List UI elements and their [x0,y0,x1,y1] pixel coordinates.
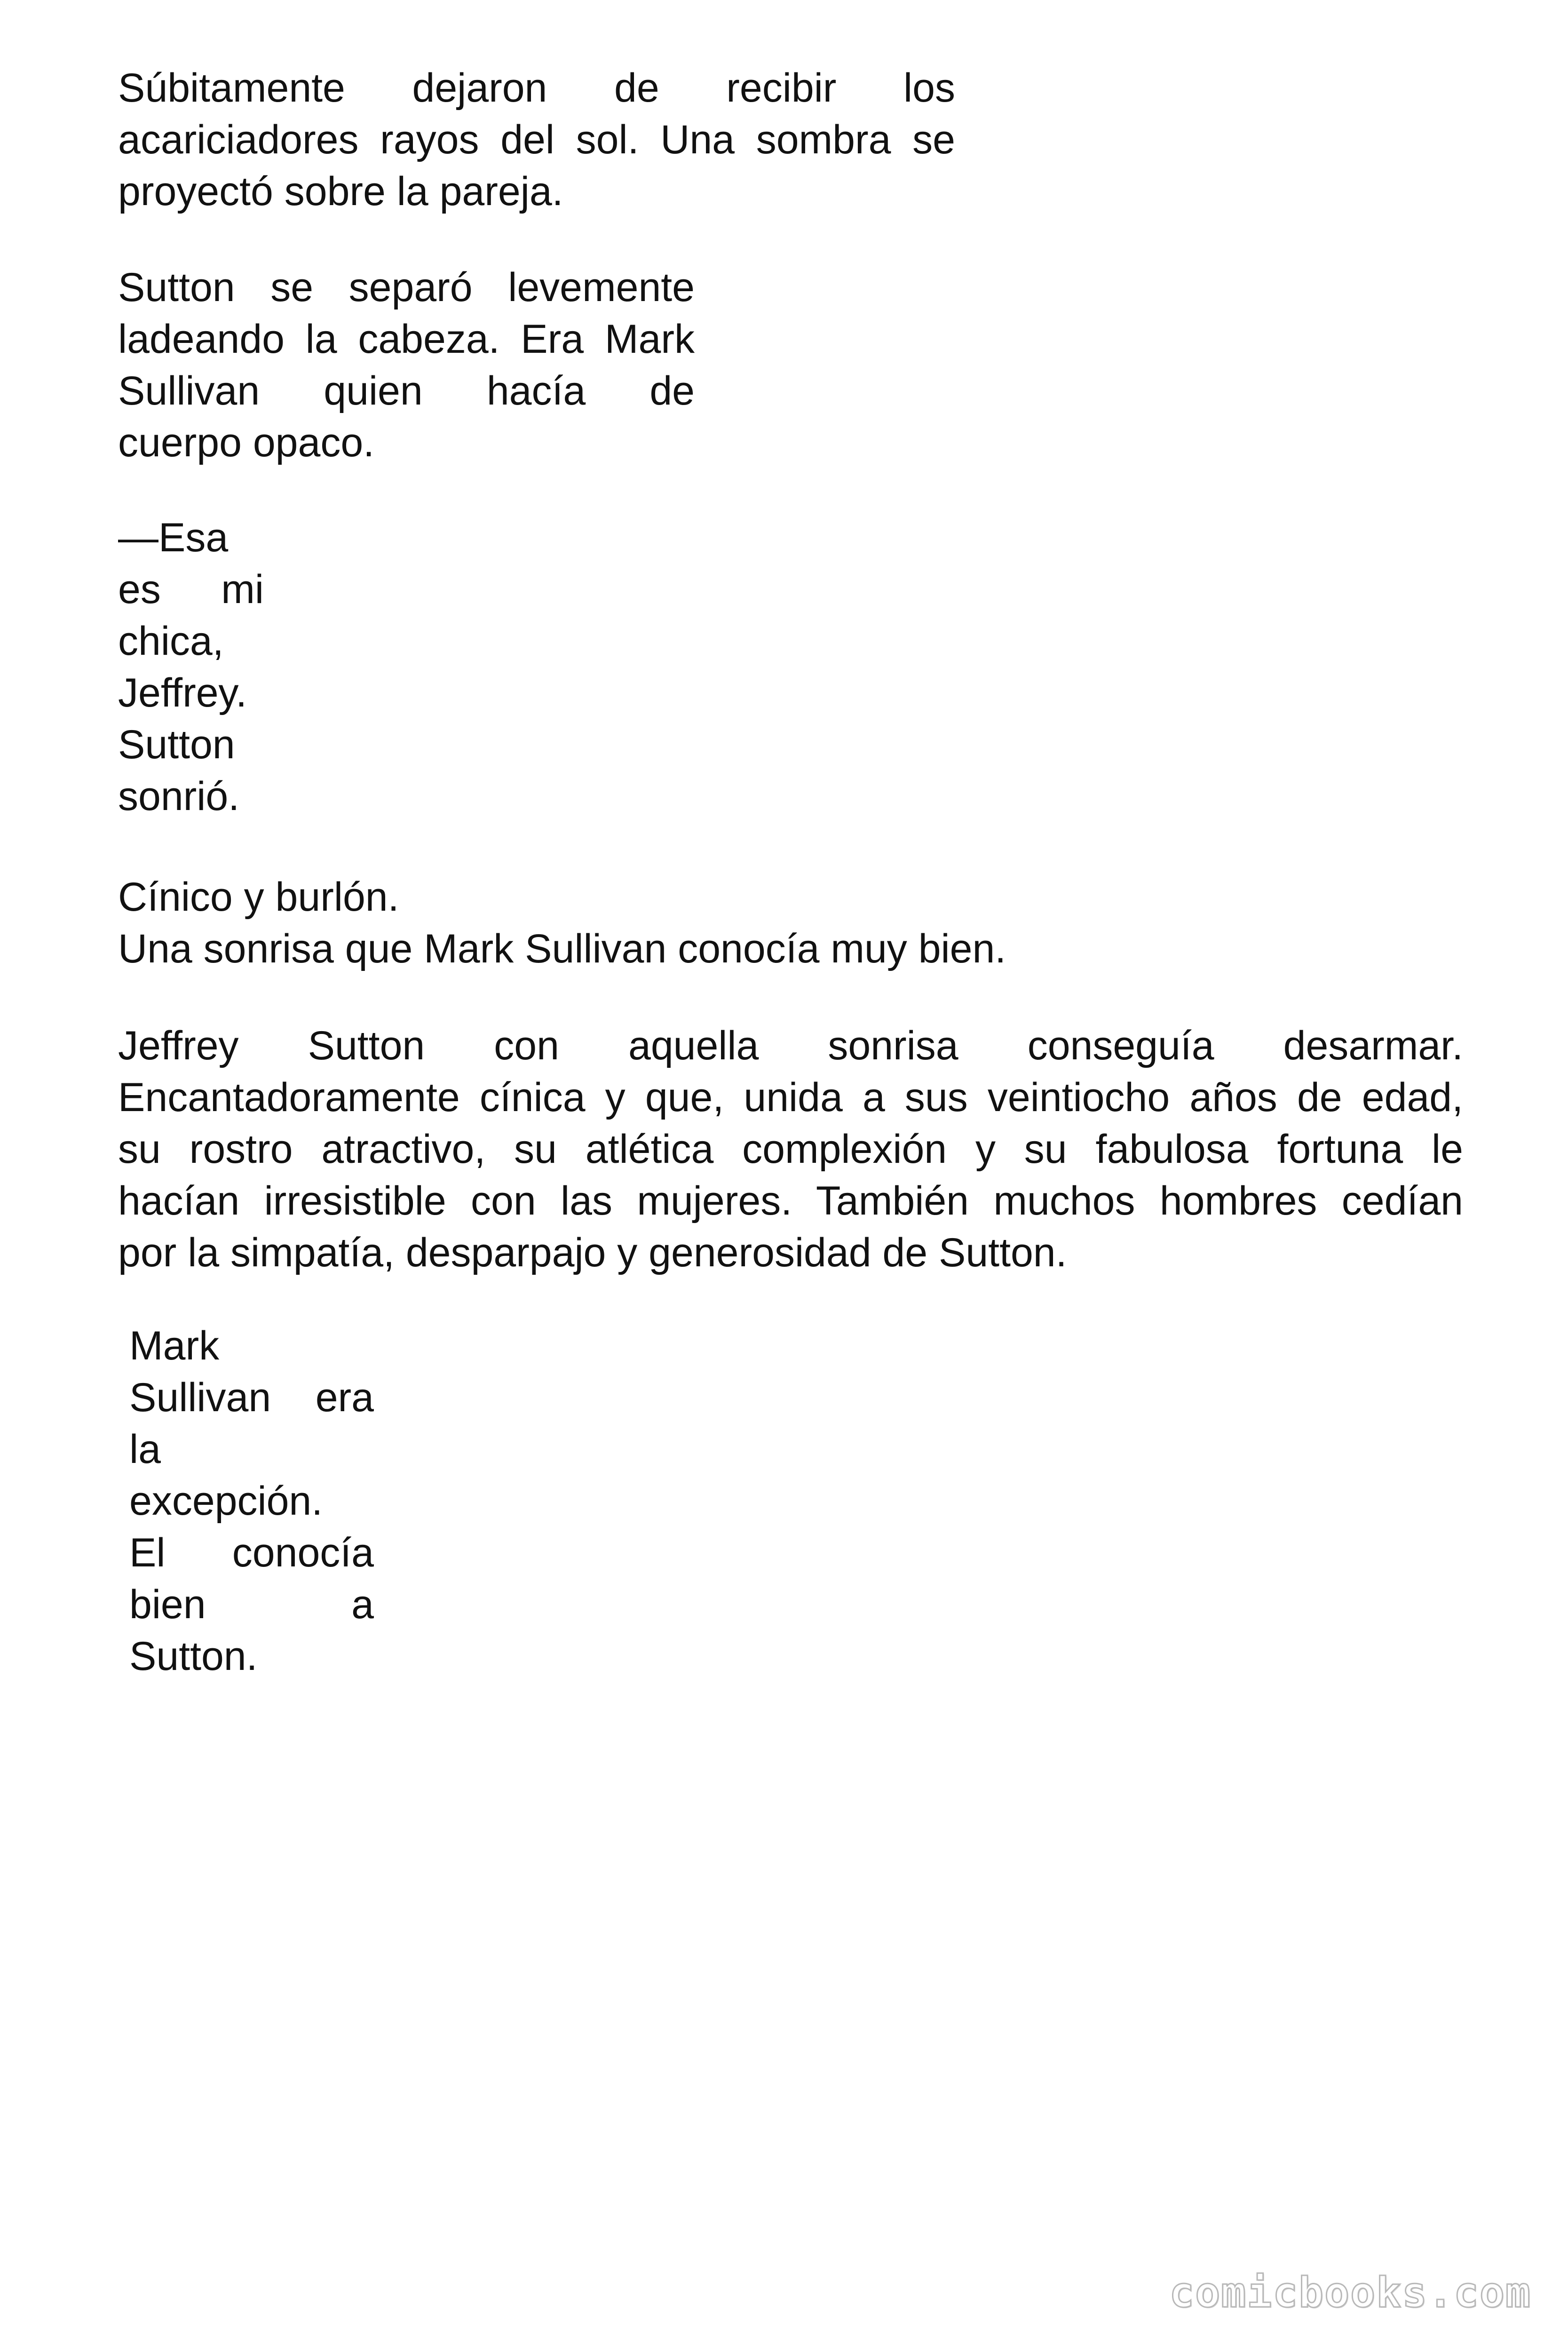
text-line: Una sonrisa que Mark Sullivan conocía muy bien. [118,926,1006,971]
text-line: El conocía [129,1530,374,1575]
text-line: Sutton se separó levemente [118,265,695,310]
paragraph-4 [118,871,1463,975]
text-line: hacían irresistible con las mujeres. También muchos hombres cedían [118,1178,1463,1224]
text-line: Jeffrey. [118,670,247,715]
text-line: acariciadores rayos del sol. Una sombra se [118,117,955,162]
text-line: Sullivan quien hacía de [118,368,695,413]
text-line: Mark [129,1323,220,1368]
text-line: bien a [129,1582,374,1627]
text-line: su rostro atractivo, su atlética complexión y su fabulosa fortuna le [118,1127,1463,1172]
text-line: la [129,1427,161,1472]
text-line: chica, [118,619,224,664]
text-line: —Esa [118,515,229,560]
text-line: Súbitamente dejaron de recibir los [118,65,955,111]
text-line: Sutton. [129,1634,258,1679]
text-line: Jeffrey Sutton con aquella sonrisa conseguía desarmar. [118,1023,1463,1068]
text-line: es mi [118,567,264,612]
text-line: excepción. [129,1478,323,1524]
paragraph-1 [118,62,955,217]
text-line: proyectó sobre la pareja. [118,169,563,214]
paragraph-6 [129,1320,374,1682]
text-line: Encantadoramente cínica y que, unida a sus veintiocho años de edad, [118,1075,1463,1120]
text-line: Cínico y burlón. [118,874,399,920]
text-line: Sutton [118,722,235,767]
paragraph-5 [118,1020,1463,1279]
paragraph-3 [118,512,264,822]
text-line: sonrió. [118,774,240,819]
text-line: cuerpo opaco. [118,420,375,465]
text-line: por la simpatía, desparpajo y generosidad de Sutton. [118,1230,1067,1275]
paragraph-2 [118,262,695,469]
text-line: Sullivan era [129,1375,374,1420]
watermark: comicbooks.com [1169,2268,1531,2317]
text-line: ladeando la cabeza. Era Mark [118,317,695,362]
